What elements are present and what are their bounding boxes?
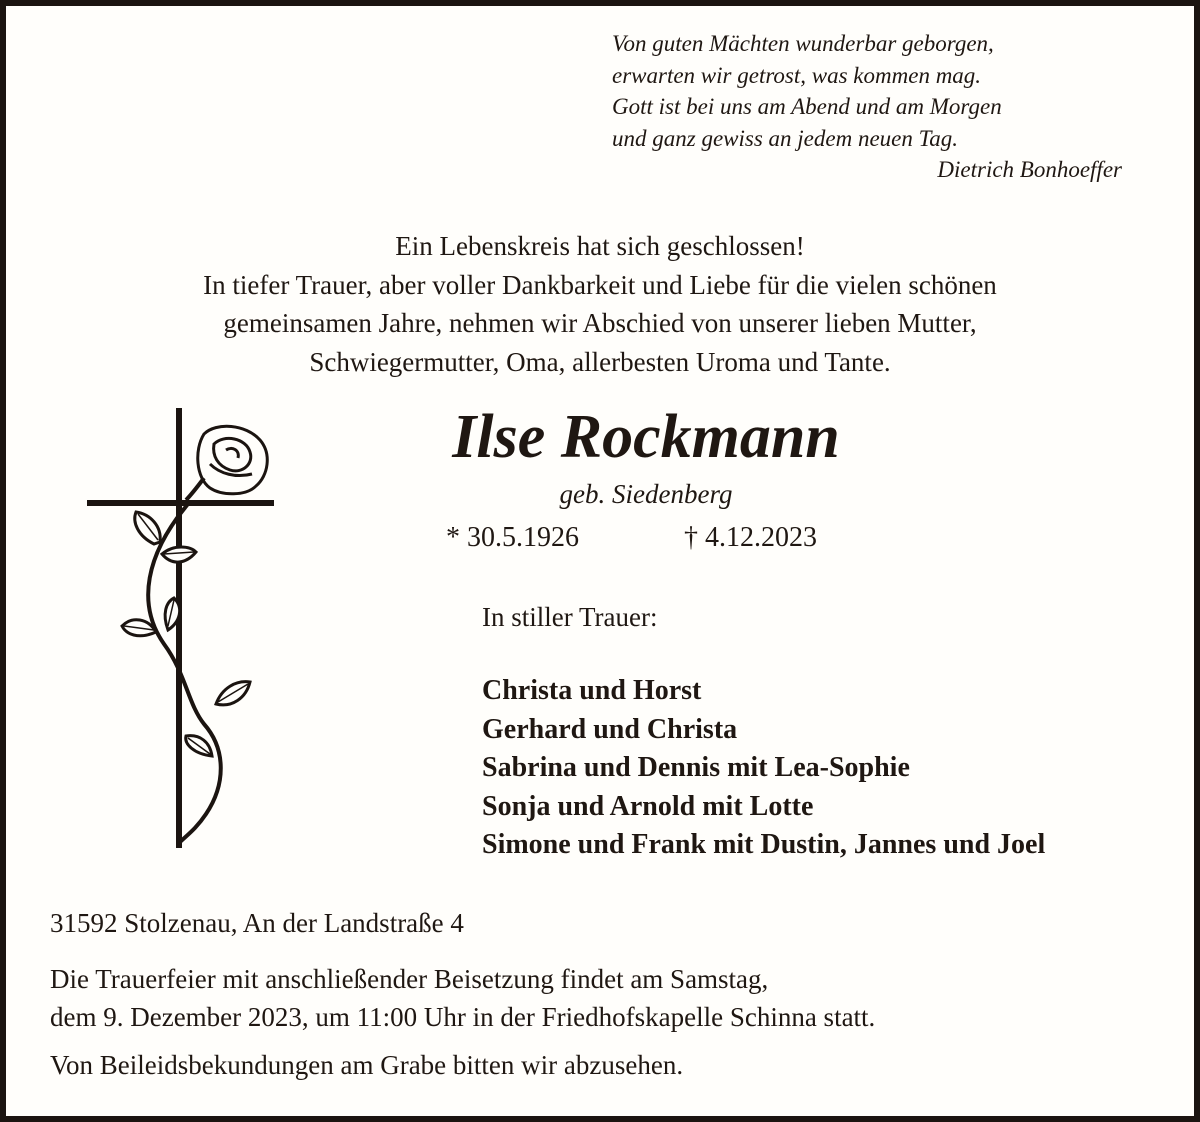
family-member: Simone und Frank mit Dustin, Jannes und Joel: [482, 829, 1046, 860]
condolence-request: Von Beileidsbekundungen am Grabe bitten wir abzusehen.: [50, 1050, 684, 1080]
intro-line: In tiefer Trauer, aber voller Dankbarkeit und Liebe für die vielen schönen: [203, 269, 997, 300]
poem-line: und ganz gewiss an jedem neuen Tag.: [612, 125, 959, 151]
poem-line: Von guten Mächten wunderbar geborgen,: [612, 31, 994, 56]
cross-with-rose-icon: [76, 404, 286, 854]
poem-author: Dietrich Bonhoeffer: [937, 157, 1122, 182]
death-date: † 4.12.2023: [684, 522, 817, 553]
address: 31592 Stolzenau, An der Landstraße 4: [50, 908, 464, 938]
intro-line: gemeinsamen Jahre, nehmen wir Abschied von unserer lieben Mutter,: [223, 308, 977, 338]
family-member: Sabrina und Dennis mit Lea-Sophie: [482, 752, 910, 783]
poem-line: erwarten wir getrost, was kommen mag.: [612, 62, 982, 88]
deceased-name: Ilse Rockmann: [452, 403, 840, 471]
family-member: Christa und Horst: [482, 675, 702, 706]
family-member: Sonja und Arnold mit Lotte: [482, 790, 814, 822]
family-member: Gerhard und Christa: [482, 713, 738, 745]
funeral-line: Die Trauerfeier mit anschließender Beisetzung findet am Samstag,: [50, 964, 769, 994]
poem-line: Gott ist bei uns am Abend und am Morgen: [612, 94, 1002, 119]
mourning-label: In stiller Trauer:: [482, 602, 658, 632]
poem-quote: [612, 28, 1132, 186]
intro-text: [46, 227, 1154, 381]
intro-line: Schwiegermutter, Oma, allerbesten Uroma und Tante.: [309, 346, 891, 377]
intro-line: Ein Lebenskreis hat sich geschlossen!: [395, 231, 805, 261]
birth-date: * 30.5.1926: [446, 522, 579, 553]
funeral-notice: [50, 960, 875, 1036]
family-list: [482, 672, 1045, 865]
funeral-line: dem 9. Dezember 2023, um 11:00 Uhr in der Friedhofskapelle Schinna statt.: [50, 1002, 876, 1032]
maiden-name: geb. Siedenberg: [559, 479, 733, 509]
